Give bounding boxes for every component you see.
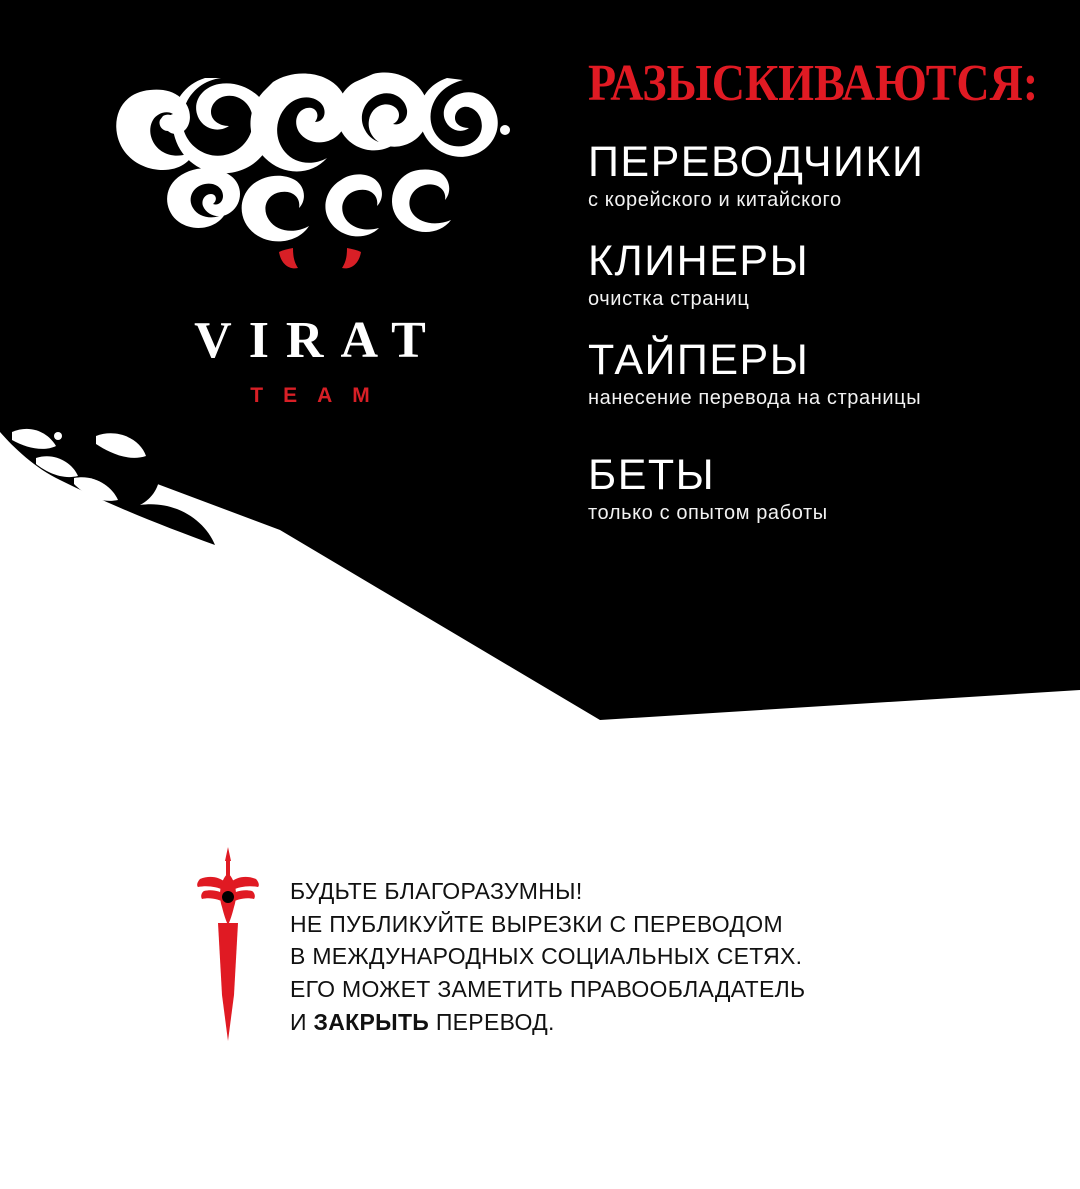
warning-line-3: В МЕЖДУНАРОДНЫХ СОЦИАЛЬНЫХ СЕТЯХ. bbox=[290, 943, 803, 970]
role-item bbox=[588, 137, 1038, 213]
warning-line-5-prefix: И bbox=[290, 1008, 314, 1035]
warning-line-1: БУДЬТЕ БЛАГОРАЗУМНЫ! bbox=[290, 878, 583, 904]
warning-text bbox=[290, 845, 805, 1038]
role-name: КЛИНЕРЫ bbox=[588, 236, 810, 285]
warning-line-5 bbox=[290, 1006, 805, 1039]
logo-wordmark: VIRAT bbox=[194, 312, 443, 369]
sword-icon bbox=[196, 845, 260, 1045]
role-item bbox=[588, 236, 1038, 312]
role-description: очистка страниц bbox=[588, 287, 750, 310]
warning-line-4: ЕГО МОЖЕТ ЗАМЕТИТЬ ПРАВООБЛАДАТЕЛЬ bbox=[290, 975, 806, 1002]
role-description: нанесение перевода на страницы bbox=[588, 387, 922, 410]
warning-line-5-bold: ЗАКРЫТЬ bbox=[313, 1008, 430, 1035]
role-item bbox=[588, 453, 1038, 526]
role-name: БЕТЫ bbox=[588, 451, 716, 500]
role-description: только с опытом работы bbox=[588, 502, 828, 525]
warning-line-5-suffix: ПЕРЕВОД. bbox=[429, 1008, 555, 1035]
wanted-section bbox=[588, 55, 1038, 552]
role-item bbox=[588, 335, 1038, 411]
role-name: ПЕРЕВОДЧИКИ bbox=[588, 137, 925, 186]
role-name: ТАЙПЕРЫ bbox=[588, 335, 810, 384]
warning-line-2: НЕ ПУБЛИКУЙТЕ ВЫРЕЗКИ С ПЕРЕВОДОМ bbox=[290, 910, 783, 937]
role-description: с корейского и китайского bbox=[588, 188, 842, 211]
logo-block bbox=[55, 30, 525, 430]
tentacle-monster-icon bbox=[55, 30, 525, 320]
logo-subword: TEAM bbox=[250, 384, 390, 407]
wanted-title: РАЗЫСКИВАЮТСЯ: bbox=[588, 53, 1039, 111]
warning-block bbox=[196, 845, 956, 1045]
